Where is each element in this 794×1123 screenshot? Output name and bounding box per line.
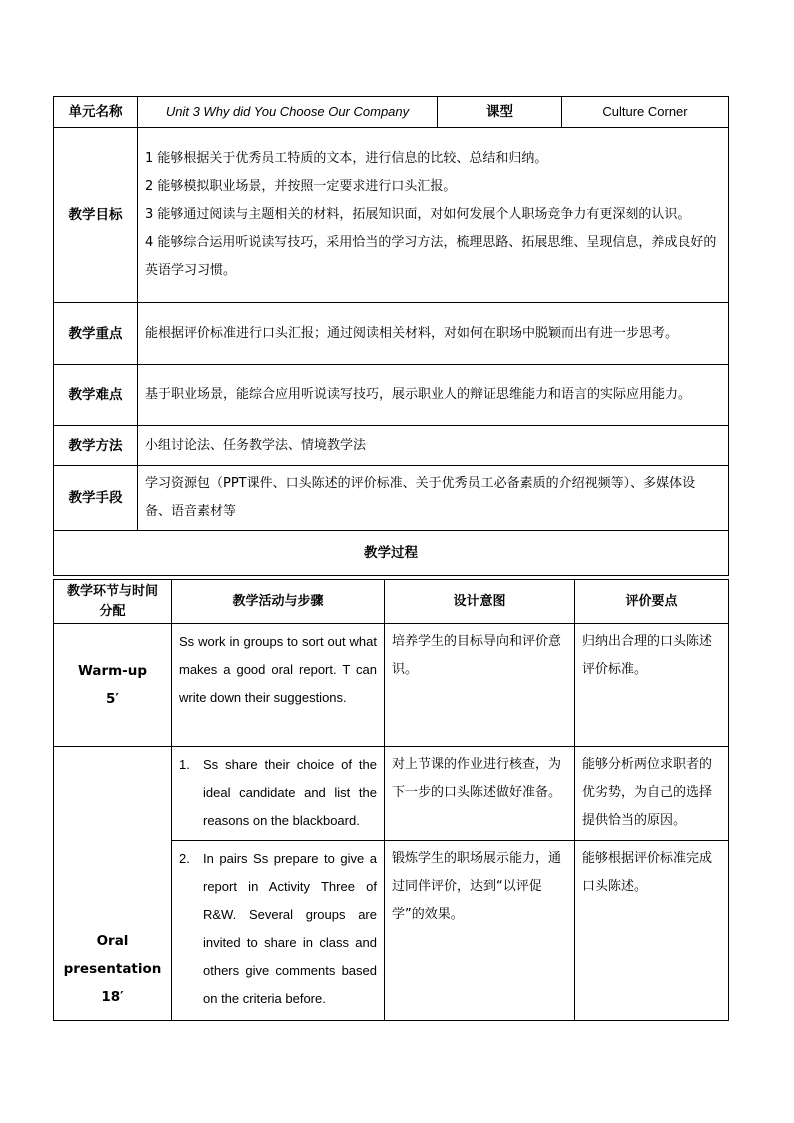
oral-step-2-activity bbox=[172, 841, 385, 1021]
header-evaluation: 评价要点 bbox=[575, 580, 729, 624]
warmup-time: 5′ bbox=[106, 691, 119, 707]
step-text: In pairs Ss prepare to give a report in Activity Three of R&W. Several groups are invited to share in class and others give comments based on the criteria before. bbox=[203, 851, 377, 1006]
warmup-intent: 培养学生的目标导向和评价意识。 bbox=[385, 624, 575, 747]
warmup-stage-cell bbox=[54, 624, 172, 747]
objective-item: 2 能够模拟职业场景，并按照一定要求进行口头汇报。 bbox=[145, 179, 457, 194]
methods-label: 教学方法 bbox=[54, 426, 138, 466]
unit-name-label: 单元名称 bbox=[54, 97, 138, 128]
unit-name-value: Unit 3 Why did You Choose Our Company bbox=[138, 97, 438, 128]
key-points-label: 教学重点 bbox=[54, 303, 138, 365]
means-label: 教学手段 bbox=[54, 466, 138, 531]
difficulties-label: 教学难点 bbox=[54, 365, 138, 426]
oral-step-1-evaluation: 能够分析两位求职者的优劣势，为自己的选择提供恰当的原因。 bbox=[575, 747, 729, 841]
lesson-info-table bbox=[53, 96, 729, 576]
methods-value: 小组讨论法、任务教学法、情境教学法 bbox=[138, 426, 729, 466]
lesson-type-value: Culture Corner bbox=[562, 97, 729, 128]
warmup-activity: Ss work in groups to sort out what makes a good oral report. T can write down their suggestions. bbox=[172, 624, 385, 747]
process-table bbox=[53, 579, 729, 1021]
process-title: 教学过程 bbox=[54, 531, 729, 576]
warmup-evaluation: 归纳出合理的口头陈述评价标准。 bbox=[575, 624, 729, 747]
header-stage: 教学环节与时间分配 bbox=[54, 580, 172, 624]
oral-stage-line1: Oral bbox=[96, 932, 129, 949]
objective-item: 4 能够综合运用听说读写技巧，采用恰当的学习方法，梳理思路、拓展思维、呈现信息，养成良好的英语学习习惯。 bbox=[145, 235, 717, 278]
header-intent: 设计意图 bbox=[385, 580, 575, 624]
key-points-value: 能根据评价标准进行口头汇报；通过阅读相关材料，对如何在职场中脱颖而出有进一步思考。 bbox=[138, 303, 729, 365]
oral-step-2-intent: 锻炼学生的职场展示能力，通过同伴评价，达到“以评促学”的效果。 bbox=[385, 841, 575, 1021]
objective-item: 1 能够根据关于优秀员工特质的文本，进行信息的比较、总结和归纳。 bbox=[145, 151, 548, 166]
objectives-cell bbox=[138, 128, 729, 303]
objective-item: 3 能够通过阅读与主题相关的材料，拓展知识面，对如何发展个人职场竞争力有更深刻的认识。 bbox=[145, 207, 691, 222]
oral-step-1-intent: 对上节课的作业进行核查，为下一步的口头陈述做好准备。 bbox=[385, 747, 575, 841]
oral-stage-cell bbox=[54, 747, 172, 1021]
difficulties-value: 基于职业场景，能综合应用听说读写技巧，展示职业人的辩证思维能力和语言的实际应用能力。 bbox=[138, 365, 729, 426]
oral-step-1-activity bbox=[172, 747, 385, 841]
means-value: 学习资源包（PPT课件、口头陈述的评价标准、关于优秀员工必备素质的介绍视频等）、多媒体设备、语音素材等 bbox=[138, 466, 729, 531]
oral-stage-line2: presentation bbox=[63, 960, 162, 977]
warmup-stage: Warm-up bbox=[77, 663, 148, 679]
oral-step-2-evaluation: 能够根据评价标准完成口头陈述。 bbox=[575, 841, 729, 1021]
step-text: Ss share their choice of the ideal candidate and list the reasons on the blackboard. bbox=[203, 757, 377, 828]
lesson-type-label: 课型 bbox=[438, 97, 562, 128]
oral-time: 18′ bbox=[101, 988, 124, 1005]
step-number: 1. bbox=[179, 757, 190, 772]
step-number: 2. bbox=[179, 851, 190, 866]
objectives-label: 教学目标 bbox=[54, 128, 138, 303]
header-activity: 教学活动与步骤 bbox=[172, 580, 385, 624]
